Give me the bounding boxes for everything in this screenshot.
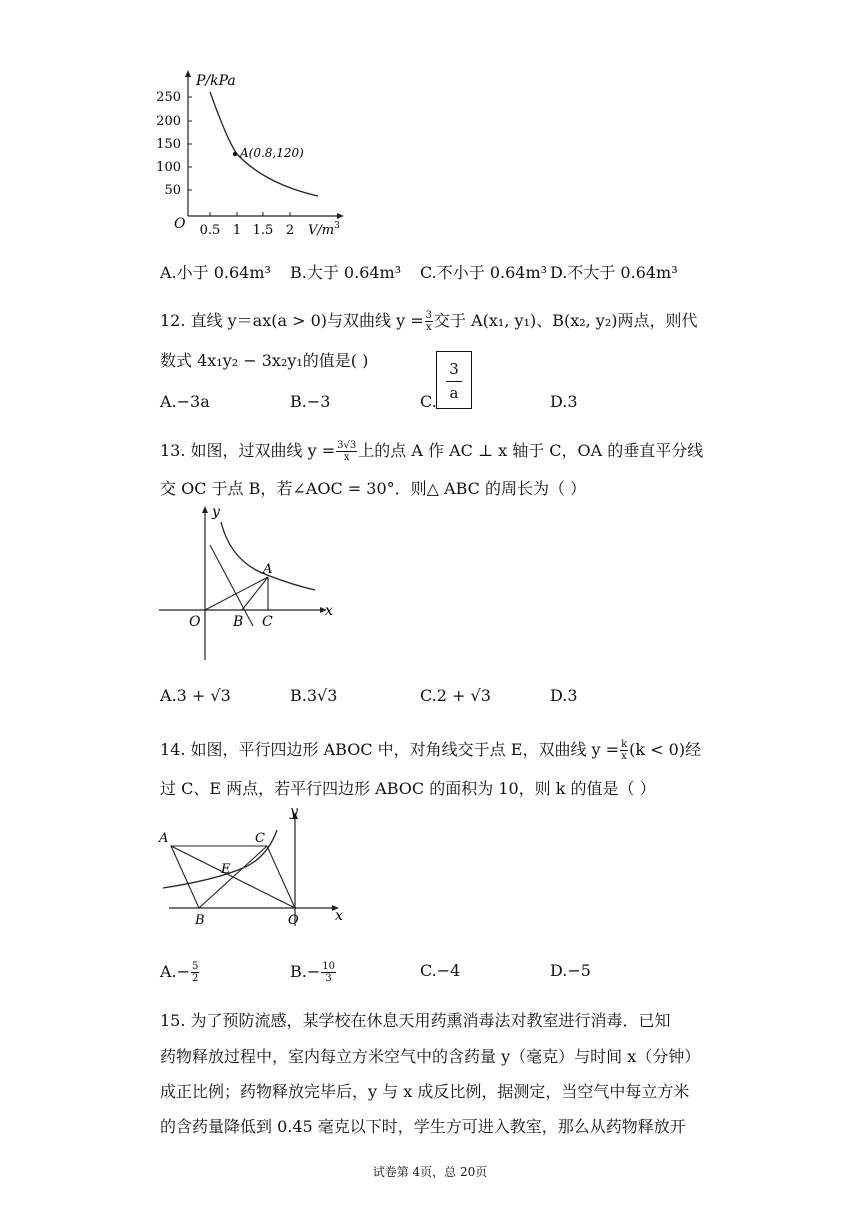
q14-option-c: C.−4	[420, 961, 461, 980]
q12-line-2: 数式 4x₁y₂ − 3x₂y₁的值是( )	[160, 351, 369, 370]
q13-line-2: 交 OC 于点 B，若∠AOC = 30°．则△ ABC 的周长为（ ）	[160, 479, 587, 498]
point-e-label: E	[221, 862, 231, 877]
q13-option-d: D.3	[550, 686, 578, 705]
q11-option-d: D.不大于 0.64m³	[550, 263, 678, 282]
y-tick-label: 250	[156, 90, 181, 105]
x-tick-label: 2	[285, 223, 295, 238]
q13-option-a: A.3 + √3	[160, 686, 231, 705]
q12-option-a: A.−3a	[160, 392, 210, 411]
point-c-label: C	[262, 614, 273, 630]
q13-option-c: C.2 + √3	[420, 686, 491, 705]
x-tick-label: 0.5	[199, 223, 221, 238]
q14-line-1: 14. 如图，平行四边形 ABOC 中，对角线交于点 E，双曲线 y = $\frac{k}{x}$ (k < 0)经	[160, 739, 702, 762]
q15-line-1: 15. 为了预防流感，某学校在休息天用药熏消毒法对教室进行消毒．已知	[160, 1011, 671, 1030]
page-footer: 试卷第 4页，总 20页	[372, 1165, 488, 1179]
q11-option-a: A.小于 0.64m³	[160, 263, 271, 282]
y-tick-label: 150	[156, 137, 181, 152]
q11-option-c: C.不小于 0.64m³	[420, 263, 548, 282]
q12-option-b: B.−3	[290, 392, 331, 411]
point-a-label: A(0.8,120)	[240, 146, 304, 160]
point-o-label: O	[288, 913, 299, 928]
point-a-label: A	[263, 562, 273, 577]
y-axis-label: y	[212, 504, 220, 520]
x-axis-label: $V/m^3$	[308, 221, 340, 238]
q15-line-2: 药物释放过程中，室内每立方米空气中的含药量 y（毫克）与时间 x（分钟）	[160, 1047, 701, 1066]
x-axis-label: x	[325, 603, 333, 619]
q14-option-a: A.− $\frac{5}{2}$	[160, 961, 199, 984]
x-tick-label: 1	[232, 223, 242, 238]
q14-line-2: 过 C、E 两点，若平行四边形 ABOC 的面积为 10，则 k 的值是（ ）	[160, 779, 656, 798]
q12-option-c: C.	[420, 392, 437, 411]
q15-line-3: 成正比例；药物释放完毕后，y 与 x 成反比例，据测定，当空气中每立方米	[160, 1082, 690, 1101]
y-tick-label: 100	[156, 160, 181, 175]
x-tick-label: 1.5	[252, 223, 274, 238]
q13-line-1: 13. 如图，过双曲线 y = $\frac{3√3}{x}$ 上的点 A 作 AC ⊥ x 轴于 C，OA 的垂直平分线	[160, 440, 704, 463]
y-axis-label: y	[290, 804, 298, 820]
q13-option-b: B.3√3	[290, 686, 338, 705]
q12-option-d: D.3	[550, 392, 578, 411]
point-a-label: A	[159, 831, 169, 846]
point-c-label: C	[255, 831, 265, 846]
fraction: $\frac{3√3}{x}$	[337, 440, 357, 463]
q11-option-b: B.大于 0.64m³	[290, 263, 402, 282]
fraction: $\frac{3}{x}$	[425, 310, 432, 333]
y-axis-label: P/kPa	[196, 73, 236, 89]
pressure-volume-graph	[150, 66, 350, 241]
fraction: $\frac{5}{2}$	[192, 961, 199, 984]
origin-label: O	[174, 216, 186, 232]
q13-figure	[155, 502, 345, 667]
point-b-label: B	[233, 614, 244, 630]
y-tick-label: 200	[156, 114, 181, 129]
q14-figure	[155, 800, 355, 928]
fraction: $\frac{10}{3}$	[322, 961, 335, 984]
point-o-label: O	[189, 614, 201, 630]
q14-option-d: D.−5	[550, 961, 591, 980]
x-axis-label: x	[335, 908, 343, 924]
q12-option-c-boxed-fraction: 3 a	[436, 351, 472, 409]
q14-option-b: B.− $\frac{10}{3}$	[290, 961, 335, 984]
fraction: $\frac{k}{x}$	[621, 739, 628, 762]
q12-line-1: 12. 直线 y＝ax(a > 0)与双曲线 y = $\frac{3}{x}$ 交于 A(x₁, y₁)、B(x₂, y₂)两点，则代	[160, 310, 698, 333]
y-tick-label: 50	[164, 183, 181, 198]
q15-line-4: 的含药量降低到 0.45 毫克以下时，学生方可进入教室，那么从药物释放开	[160, 1117, 686, 1136]
point-b-label: B	[195, 913, 205, 928]
